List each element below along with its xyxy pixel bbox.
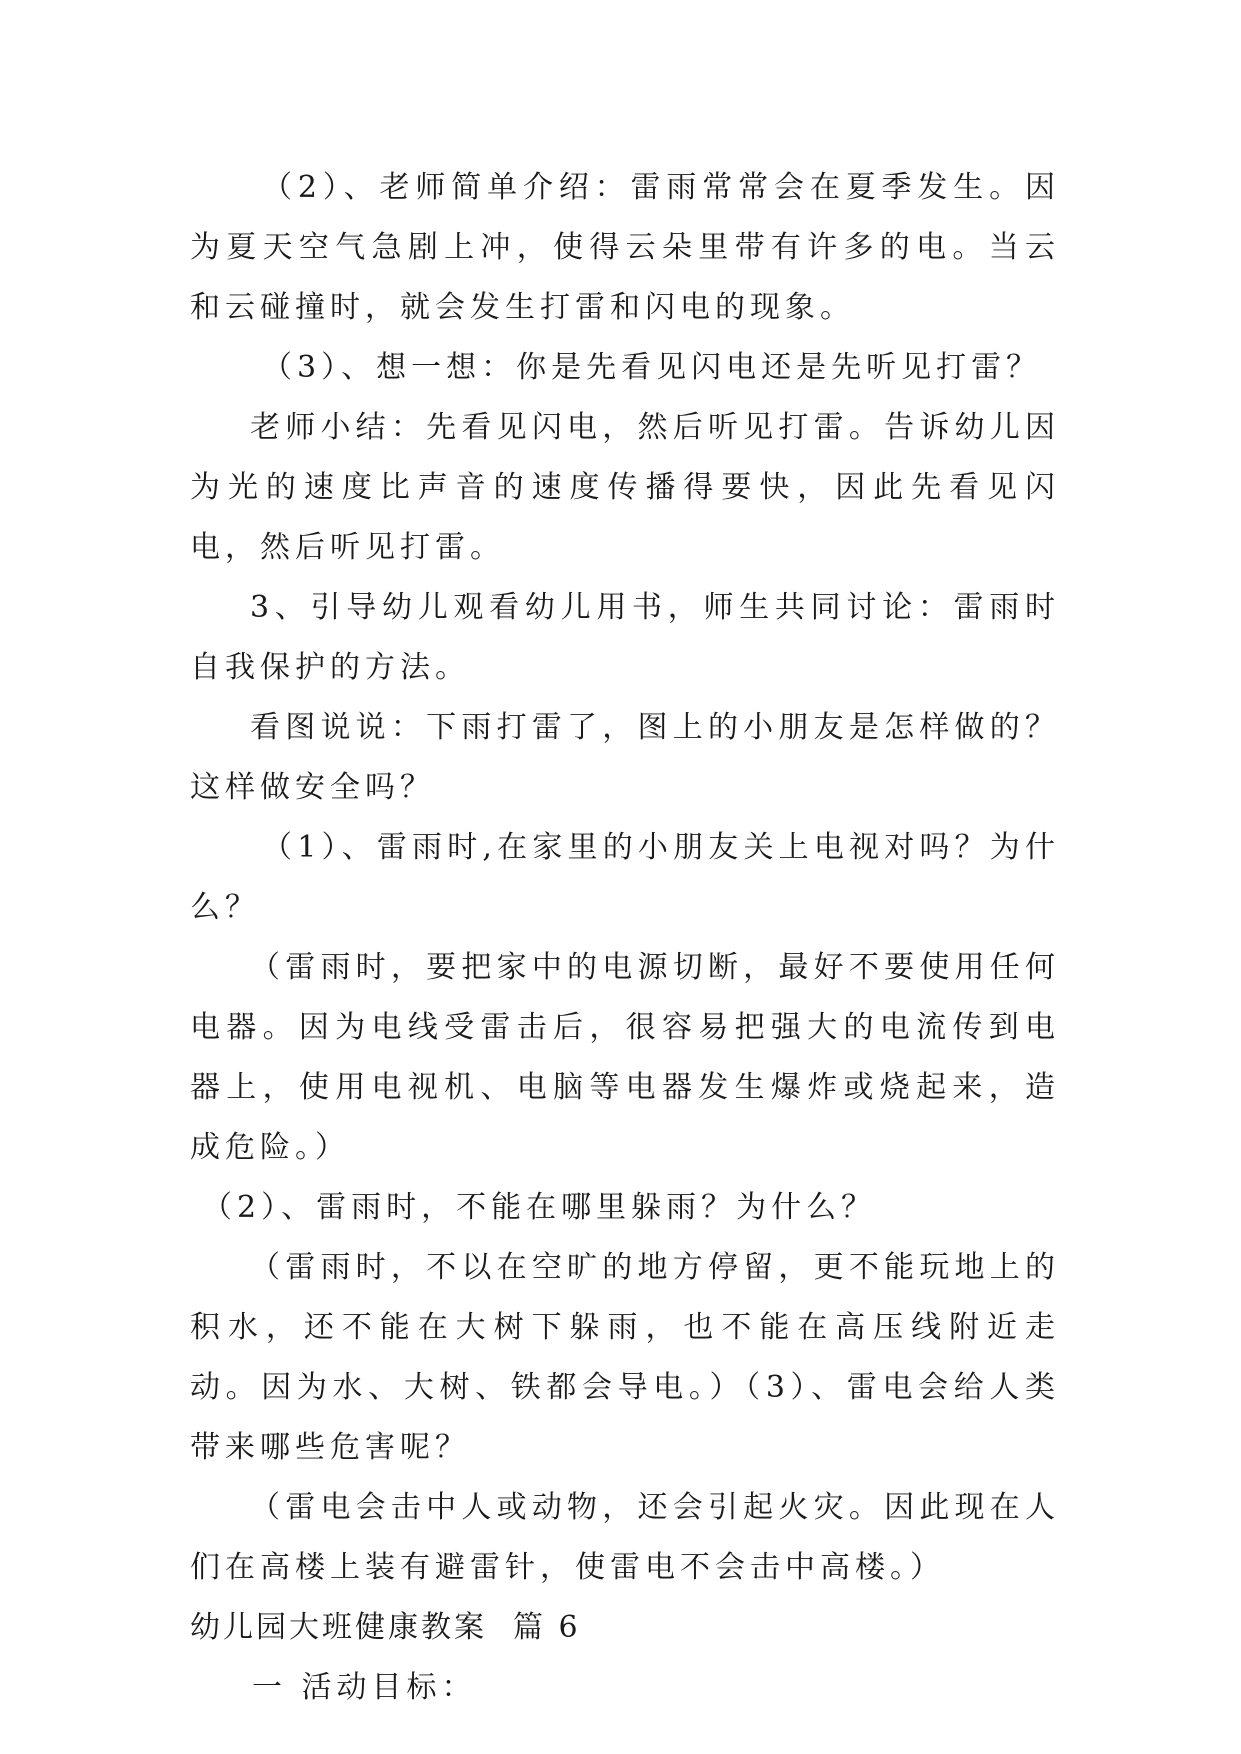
- paragraph-answer-2: （雷雨时，不以在空旷的地方停留，更不能玩地上的积水，还不能在大树下躲雨，也不能在高压线附近走动。因为水、大树、铁都会导电。）（3）、雷电会给人类带来哪些危害呢？: [190, 1250, 1060, 1465]
- paragraph-teacher-intro: （2）、老师简单介绍：雷雨常常会在夏季发生。因为夏天空气急剧上冲，使得云朵里带有许多的电。当云和云碰撞时，就会发生打雷和闪电的现象。: [190, 170, 1060, 325]
- paragraph-answer-3: （雷电会击中人或动物，还会引起火灾。因此现在人们在高楼上装有避雷针，使雷电不会击中高楼。）: [190, 1490, 1060, 1585]
- paragraph-teacher-summary: 老师小结：先看见闪电，然后听见打雷。告诉幼儿因为光的速度比声音的速度传播得要快，因此先看见闪电，然后听见打雷。: [190, 410, 1060, 565]
- paragraph-think-question: （3）、想一想：你是先看见闪电还是先听见打雷？: [262, 350, 1042, 385]
- section-title: 幼儿园大班健康教案: [190, 1610, 487, 1645]
- activity-goals-heading: 一 活动目标：: [252, 1670, 477, 1705]
- paragraph-look-and-talk: 看图说说：下雨打雷了，图上的小朋友是怎样做的？这样做安全吗？: [190, 710, 1060, 805]
- section-heading: [190, 1598, 1060, 1658]
- section-number: 篇 6: [513, 1610, 581, 1645]
- paragraph-question-2: （2）、雷雨时，不能在哪里躲雨？为什么？: [202, 1190, 877, 1225]
- paragraph-step-3: 3、引导幼儿观看幼儿用书，师生共同讨论：雷雨时自我保护的方法。: [190, 590, 1060, 685]
- paragraph-answer-1: （雷雨时，要把家中的电源切断，最好不要使用任何电器。因为电线受雷击后，很容易把强大的电流传到电器上，使用电视机、电脑等电器发生爆炸或烧起来，造成危险。）: [190, 950, 1060, 1165]
- document-body: [190, 158, 1060, 1718]
- paragraph-question-1: （1）、雷雨时,在家里的小朋友关上电视对吗？为什么？: [190, 830, 1060, 925]
